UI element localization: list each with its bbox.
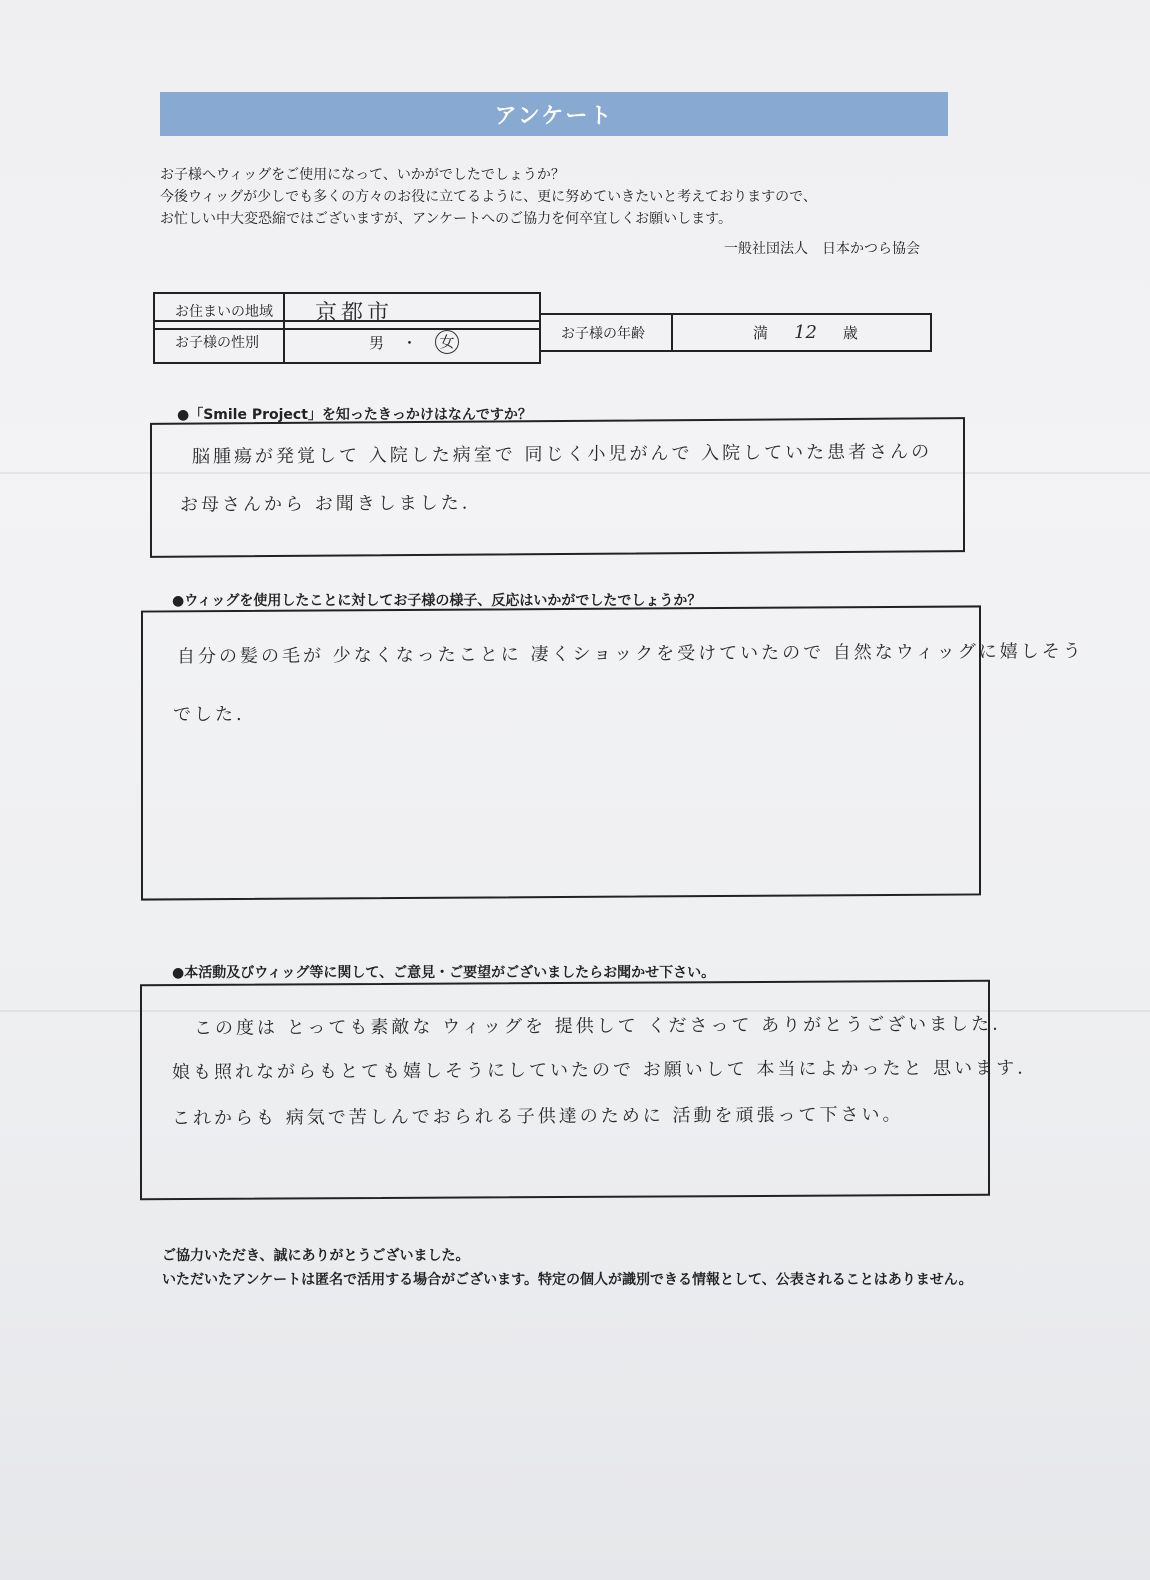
age-value: 12 — [794, 322, 817, 343]
age-prefix: 満 — [753, 324, 769, 342]
answer-line: 脳腫瘍が発覚して 入院した病室で 同じく小児がんで 入院していた患者さんの — [192, 441, 933, 468]
region-label: お住まいの地域 — [155, 294, 285, 328]
closing-line: ご協力いただき、誠にありがとうございました。 — [162, 1248, 470, 1264]
answer-line: お母さんから お聞きしました. — [180, 492, 471, 516]
age-row — [539, 313, 932, 352]
question-1-label: ●「Smile Project」を知ったきっかけはなんですか？ — [177, 407, 532, 423]
question-2-answer-box — [141, 605, 1084, 900]
question-3-answer-box — [140, 980, 1026, 1200]
survey-title: アンケート — [160, 92, 948, 136]
gender-label: お子様の性別 — [155, 322, 285, 362]
age-label: お子様の年齢 — [541, 315, 673, 350]
answer-line: 娘も照れながらもとても嬉しそうにしていたので お願いして 本当によかったと 思います. — [172, 1057, 1026, 1084]
gender-male: 男 — [369, 333, 385, 352]
answer-line: これからも 病気で苦しんでおられる子供達のために 活動を頑張って下さい。 — [172, 1104, 904, 1130]
region-value: 京都市 — [315, 300, 394, 326]
gender-row — [153, 320, 541, 364]
closing-line: いただいたアンケートは匿名で活用する場合がございます。特定の個人が識別できる情報として、公表されることはありません。 — [162, 1272, 973, 1288]
closing-text — [162, 1244, 973, 1292]
gender-female-circled: 女 — [435, 330, 459, 354]
question-2-label: ●ウィッグを使用したことに対してお子様の様子、反応はいかがでしたでしょうか？ — [172, 593, 702, 609]
age-suffix: 歳 — [842, 324, 858, 342]
answer-line: 自分の髪の毛が 少なくなったことに 凄くショックを受けていたので 自然なウィッグに嬉しそう — [177, 640, 1084, 668]
intro-line: お子様へウィッグをご使用になって、いかがでしたでしょうか？ — [160, 167, 565, 183]
gender-options — [285, 322, 459, 362]
intro-line: お忙しい中大変恐縮ではございますが、アンケートへのご協力を何卒宜しくお願いします。 — [160, 211, 733, 227]
intro-line: 今後ウィッグが少しでも多くの方々のお役に立てるように、更に努めていきたいと考えておりますので、 — [160, 189, 817, 205]
gender-separator: ・ — [402, 333, 418, 352]
organization-name: 一般社団法人 日本かつら協会 — [724, 241, 920, 257]
question-3-label: ●本活動及びウィッグ等に関して、ご意見・ご要望がございましたらお聞かせ下さい。 — [172, 965, 716, 981]
answer-line: この度は とっても素敵な ウィッグを 提供して くださって ありがとうございました. — [194, 1013, 1001, 1039]
intro-text — [160, 164, 817, 230]
question-1-answer-box — [150, 417, 965, 558]
answer-line: でした. — [173, 703, 245, 726]
age-value-group — [673, 315, 858, 350]
